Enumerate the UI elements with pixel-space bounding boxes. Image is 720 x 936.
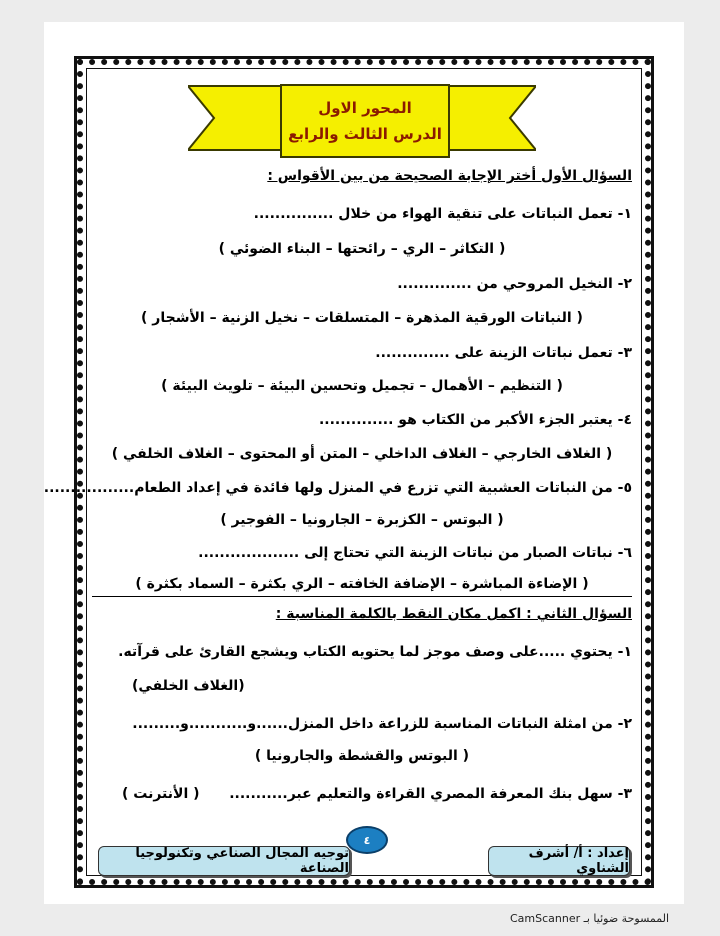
q1-item-1-stem: ١- تعمل النباتات على تنقية الهواء من خلال ............... <box>253 206 632 222</box>
section-divider <box>92 596 632 597</box>
q1-item-3-options: ( التنظيم – الأهمال – تجميل وتحسين البيئة – تلويث البيئة ) <box>161 378 563 394</box>
q1-title: السؤال الأول أختر الإجابة الصحيحة من بين الأقواس : <box>267 168 632 184</box>
q2-item-2-answer: ( البوتس والقشطة والجارونيا ) <box>254 748 470 764</box>
worksheet-content <box>43 66 632 876</box>
q1-item-2-options: ( النباتات الورقية المذهرة – المتسلقات – نخيل الزنية – الأشجار ) <box>141 310 583 326</box>
q1-item-5-options: ( البوتس – الكزبرة – الجارونيا – الفوجير ) <box>220 512 504 528</box>
q1-item-5-stem: ٥- من النباتات العشبية التي تزرع في المنزل ولها فائدة في إعداد الطعام................. <box>43 480 632 496</box>
lesson-title: الدرس الثالث والرابع <box>288 125 442 143</box>
banner-title-box <box>280 84 450 158</box>
author-label: إعداد : أ/ أشرف الشناوي <box>488 846 630 876</box>
q2-item-3-answer: ( الأنترنت ) <box>122 786 200 802</box>
title-banner <box>188 76 536 160</box>
q1-item-3-stem: ٣- تعمل نباتات الزينة على .............. <box>375 345 632 361</box>
q2-item-3-stem: ٣- سهل بنك المعرفة المصري القراءة والتعليم عبر........... <box>229 786 632 802</box>
q1-item-6-stem: ٦- نباتات الصبار من نباتات الزينة التي تحتاج إلى ................... <box>198 545 632 561</box>
q2-title: السؤال الثاني : اكمل مكان النقط بالكلمة المناسبة : <box>275 606 632 622</box>
q1-item-4-options: ( الغلاف الخارجي – الغلاف الداخلي – المتن أو المحتوى – الغلاف الخلفي ) <box>111 446 613 462</box>
subject-label: توجيه المجال الصناعي وتكنولوجيا الصناعة <box>98 846 350 876</box>
q1-item-1-options: ( التكاثر – الري – رائحتها – البناء الضوئي ) <box>218 241 506 257</box>
q2-item-1-answer: (الغلاف الخلفي) <box>132 678 245 694</box>
q2-item-1-stem: ١- يحتوي .....على وصف موجز لما يحتويه الكتاب ويشجع القارئ على قرآته. <box>118 644 632 660</box>
q1-item-6-options: ( الإضاءة المباشرة – الإضافة الخافته – الري بكثرة – السماد بكثرة ) <box>135 576 589 592</box>
camscanner-watermark: الممسوحة ضوئيا بـ CamScanner <box>510 912 670 925</box>
q1-item-2-stem: ٢- النخيل المروحي من .............. <box>397 276 632 292</box>
q1-item-4-stem: ٤- يعتبر الجزء الأكبر من الكتاب هو .............. <box>318 412 632 428</box>
q2-item-2-stem: ٢- من امثلة النباتات المناسبة للزراعة داخل المنزل......و...........و......... <box>132 716 632 732</box>
page-number-badge: ٤ <box>346 826 388 854</box>
unit-title: المحور الاول <box>318 99 412 117</box>
